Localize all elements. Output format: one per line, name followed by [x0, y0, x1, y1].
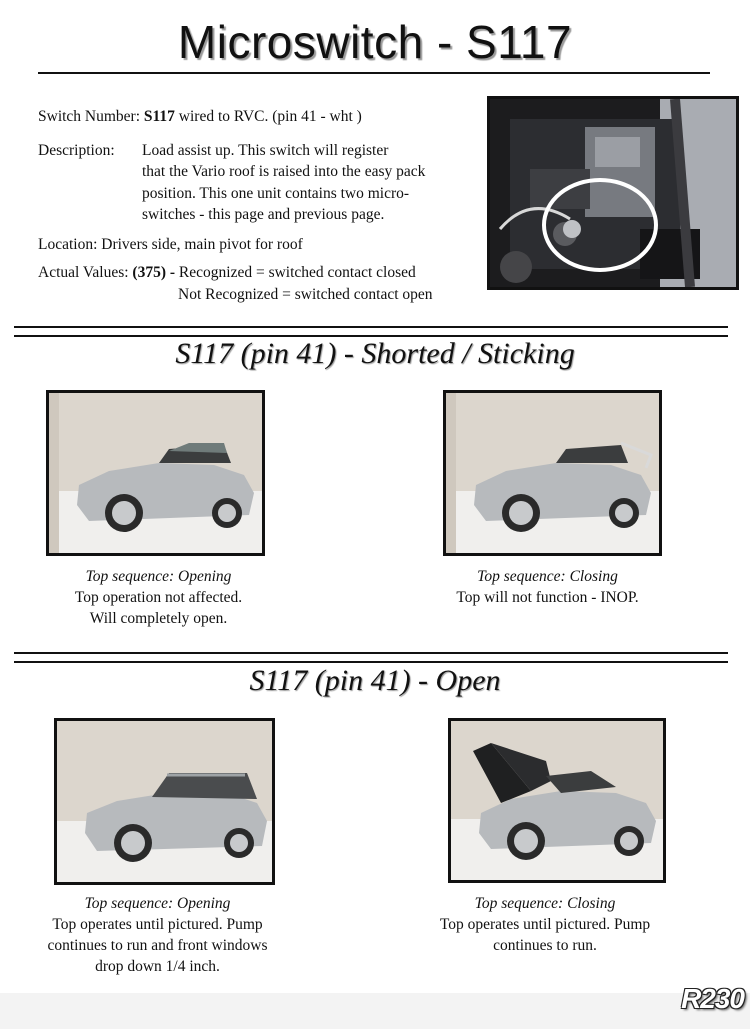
caption-line: Top operates until pictured. Pump — [52, 916, 263, 933]
caption-shorted-closing — [425, 566, 670, 608]
model-badge: R230 — [681, 983, 744, 1014]
car-photo-shorted-closing — [443, 390, 662, 556]
section-divider — [14, 652, 728, 663]
switch-number-line — [38, 106, 362, 127]
title-underline — [38, 72, 710, 74]
actual-values-recognized: Recognized = switched contact closed — [178, 264, 416, 281]
actual-values-code: (375) - — [132, 264, 176, 281]
actual-values-line — [38, 262, 416, 283]
caption-open-closing — [410, 893, 680, 956]
actual-values-label: Actual Values: — [38, 264, 129, 281]
car-photo-image — [446, 393, 659, 553]
switch-number-label: Switch Number: — [38, 108, 141, 125]
page-title: Microswitch - S117 — [177, 16, 573, 68]
description-line: position. This one unit contains two micro- — [142, 185, 410, 202]
caption-sequence: Top sequence: Closing — [477, 568, 618, 585]
section-heading-shorted: S117 (pin 41) - Shorted / Sticking — [175, 337, 575, 370]
caption-line: Top will not function - INOP. — [456, 589, 639, 606]
caption-line: Top operation not affected. — [74, 589, 243, 606]
car-photo-image — [451, 721, 663, 880]
caption-open-opening — [20, 893, 295, 977]
caption-line: Will completely open. — [89, 610, 228, 627]
caption-shorted-opening — [46, 566, 271, 629]
description-line: switches - this page and previous page. — [142, 206, 385, 223]
switch-photo-image — [490, 99, 736, 287]
description-line: that the Vario roof is raised into the easy pack — [142, 163, 426, 180]
caption-line: continues to run and front windows — [47, 937, 268, 954]
caption-sequence: Top sequence: Opening — [84, 895, 231, 912]
switch-number-value: S117 — [143, 108, 175, 125]
switch-photo — [487, 96, 739, 290]
caption-line: drop down 1/4 inch. — [95, 958, 220, 975]
footer-band — [0, 993, 750, 1029]
location-line: Location: Drivers side, main pivot for roof — [38, 236, 303, 253]
car-photo-open-closing — [448, 718, 666, 883]
caption-line: continues to run. — [493, 937, 597, 954]
switch-wiring: wired to RVC. (pin 41 - wht ) — [178, 108, 362, 125]
actual-values-not-recognized: Not Recognized = switched contact open — [178, 286, 433, 303]
section-heading-open: S117 (pin 41) - Open — [249, 664, 501, 697]
caption-line: Top operates until pictured. Pump — [439, 916, 651, 933]
caption-sequence: Top sequence: Opening — [85, 568, 232, 585]
description-line: Load assist up. This switch will register — [142, 142, 389, 159]
description-label: Description: — [38, 142, 115, 159]
car-photo-image — [57, 721, 272, 882]
car-photo-shorted-opening — [46, 390, 265, 556]
car-photo-open-opening — [54, 718, 275, 885]
caption-sequence: Top sequence: Closing — [474, 895, 616, 912]
car-photo-image — [49, 393, 262, 553]
